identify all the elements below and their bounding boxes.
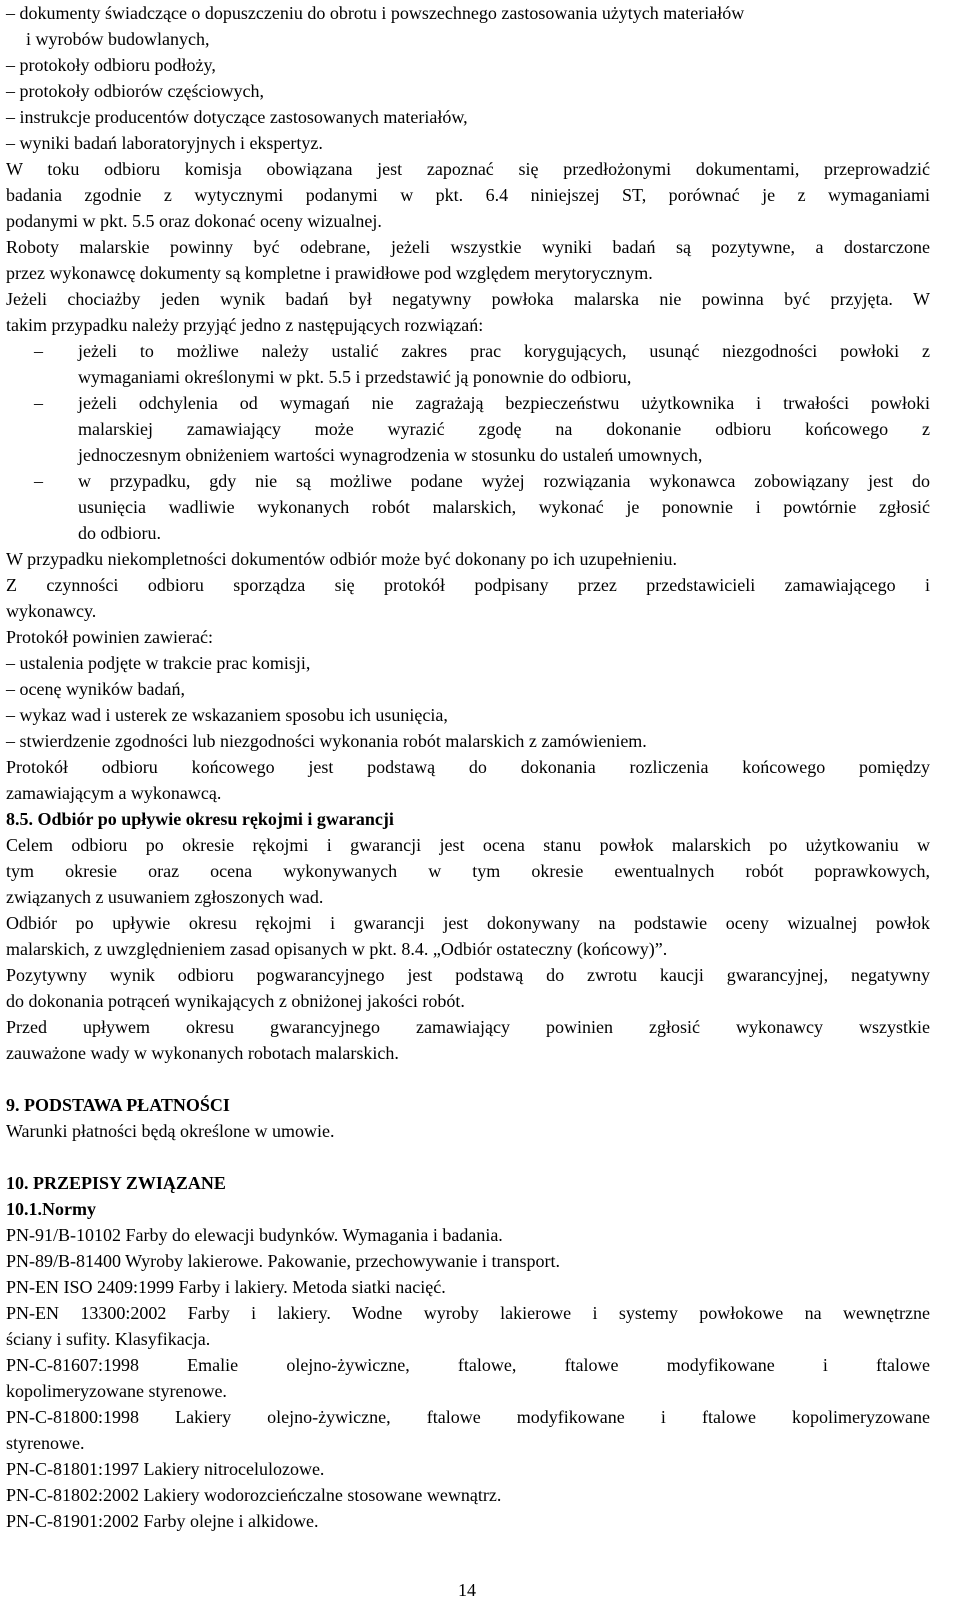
standard-line: styrenowe.: [6, 1433, 85, 1453]
bullet-continuation: jednoczesnym obniżeniem wartości wynagrodzenia w stosunku do ustaleń umownych,: [78, 445, 703, 465]
list-item: – protokoły odbiorów częściowych,: [6, 81, 264, 101]
paragraph-line: badania zgodnie z wytycznymi podanymi w pkt. 6.4 niniejszej ST, porównać je z wymaganiami: [6, 185, 930, 205]
paragraph-line: zamawiającym a wykonawcą.: [6, 783, 222, 803]
bullet-continuation: usunięcia wadliwie wykonanych robót malarskich, wykonać je ponownie i powtórnie zgłosić: [78, 497, 930, 517]
paragraph-line: malarskich, z uwzględnieniem zasad opisanych w pkt. 8.4. „Odbiór ostateczny (końcowy)”.: [6, 939, 668, 959]
list-item: – dokumenty świadczące o dopuszczeniu do obrotu i powszechnego zastosowania użytych materiałów: [6, 3, 745, 23]
list-item: – protokoły odbioru podłoży,: [6, 55, 216, 75]
standard-line: PN-EN 13300:2002 Farby i lakiery. Wodne wyroby lakierowe i systemy powłokowe na wewnętrzne: [6, 1303, 930, 1323]
bullet-continuation: do odbioru.: [78, 523, 161, 543]
section-heading: 8.5. Odbiór po upływie okresu rękojmi i gwarancji: [6, 809, 394, 829]
page-number: 14: [458, 1580, 476, 1600]
bullet-dash: –: [34, 393, 43, 413]
standard-line: PN-C-81802:2002 Lakiery wodorozcieńczalne stosowane wewnątrz.: [6, 1485, 502, 1505]
paragraph-line: Protokół odbioru końcowego jest podstawą do dokonania rozliczenia końcowego pomiędzy: [6, 757, 930, 777]
paragraph-line: Celem odbioru po okresie rękojmi i gwarancji jest ocena stanu powłok malarskich po użytkowaniu w: [6, 835, 930, 855]
spacer: [6, 1144, 930, 1170]
paragraph-line: do dokonania potrąceń wynikających z obniżonej jakości robót.: [6, 991, 465, 1011]
bullet-continuation: wymaganiami określonymi w pkt. 5.5 i przedstawić ją ponownie do odbioru,: [78, 367, 632, 387]
bullet-text: jeżeli odchylenia od wymagań nie zagrażają bezpieczeństwu użytkownika i trwałości powłoki: [78, 393, 930, 413]
bullet-item: [6, 338, 930, 364]
paragraph-line: W przypadku niekompletności dokumentów odbiór może być dokonany po ich uzupełnieniu.: [6, 549, 678, 569]
paragraph-line: takim przypadku należy przyjąć jedno z następujących rozwiązań:: [6, 315, 484, 335]
standard-line: PN-91/B-10102 Farby do elewacji budynków. Wymagania i badania.: [6, 1225, 503, 1245]
spacer: [6, 1066, 930, 1092]
bullet-continuation: malarskiej zamawiający może wyrazić zgodę na dokonanie odbioru końcowego z: [78, 419, 930, 439]
bullet-item: [6, 468, 930, 494]
bullet-item: [6, 390, 930, 416]
bullet-text: w przypadku, gdy nie są możliwe podane wyżej rozwiązania wykonawca zobowiązany jest do: [78, 471, 930, 491]
standard-line: PN-C-81901:2002 Farby olejne i alkidowe.: [6, 1511, 319, 1531]
paragraph-line: Odbiór po upływie okresu rękojmi i gwarancji jest dokonywany na podstawie oceny wizualnej powłok: [6, 913, 930, 933]
section-heading: 10. PRZEPISY ZWIĄZANE: [6, 1173, 226, 1193]
list-item-continuation: i wyrobów budowlanych,: [26, 29, 210, 49]
list-item: – instrukcje producentów dotyczące zastosowanych materiałów,: [6, 107, 468, 127]
paragraph-line: Roboty malarskie powinny być odebrane, jeżeli wszystkie wyniki badań są pozytywne, a dostarczone: [6, 237, 930, 257]
paragraph-line: wykonawcy.: [6, 601, 97, 621]
standard-line: kopolimeryzowane styrenowe.: [6, 1381, 227, 1401]
standard-line: PN-89/B-81400 Wyroby lakierowe. Pakowanie, przechowywanie i transport.: [6, 1251, 560, 1271]
paragraph-line: Przed upływem okresu gwarancyjnego zamawiający powinien zgłosić wykonawcy wszystkie: [6, 1017, 930, 1037]
paragraph-line: Pozytywny wynik odbioru pogwarancyjnego jest podstawą do zwrotu kaucji gwarancyjnej, negatywny: [6, 965, 930, 985]
standard-line: PN-C-81800:1998 Lakiery olejno-żywiczne, ftalowe modyfikowane i ftalowe kopolimeryzowane: [6, 1407, 930, 1427]
standard-line: PN-EN ISO 2409:1999 Farby i lakiery. Metoda siatki nacięć.: [6, 1277, 446, 1297]
paragraph-line: tym okresie oraz ocena wykonywanych w tym okresie ewentualnych robót poprawkowych,: [6, 861, 930, 881]
document-page: [6, 0, 930, 1534]
paragraph-line: Z czynności odbioru sporządza się protokół podpisany przez przedstawicieli zamawiającego i: [6, 575, 930, 595]
section-heading: 9. PODSTAWA PŁATNOŚCI: [6, 1095, 230, 1115]
standard-line: PN-C-81607:1998 Emalie olejno-żywiczne, ftalowe, ftalowe modyfikowane i ftalowe: [6, 1355, 930, 1375]
paragraph-line: Warunki płatności będą określone w umowie.: [6, 1121, 335, 1141]
paragraph-line: podanymi w pkt. 5.5 oraz dokonać oceny wizualnej.: [6, 211, 382, 231]
subsection-heading: 10.1.Normy: [6, 1199, 96, 1219]
paragraph-line: związanych z usuwaniem zgłoszonych wad.: [6, 887, 324, 907]
paragraph-line: przez wykonawcę dokumenty są kompletne i prawidłowe pod względem merytorycznym.: [6, 263, 653, 283]
bullet-text: jeżeli to możliwe należy ustalić zakres prac korygujących, usunąć niezgodności powłoki z: [78, 341, 930, 361]
list-item: – ocenę wyników badań,: [6, 679, 185, 699]
standard-line: PN-C-81801:1997 Lakiery nitrocelulozowe.: [6, 1459, 325, 1479]
paragraph-line: Protokół powinien zawierać:: [6, 627, 213, 647]
list-item: – stwierdzenie zgodności lub niezgodności wykonania robót malarskich z zamówieniem.: [6, 731, 647, 751]
paragraph-line: zauważone wady w wykonanych robotach malarskich.: [6, 1043, 399, 1063]
bullet-dash: –: [34, 341, 43, 361]
list-item: – wyniki badań laboratoryjnych i ekspertyz.: [6, 133, 323, 153]
paragraph-line: W toku odbioru komisja obowiązana jest zapoznać się przedłożonymi dokumentami, przeprowadzić: [6, 159, 930, 179]
list-item: – wykaz wad i usterek ze wskazaniem sposobu ich usunięcia,: [6, 705, 448, 725]
bullet-dash: –: [34, 471, 43, 491]
standard-line: ściany i sufity. Klasyfikacja.: [6, 1329, 211, 1349]
paragraph-line: Jeżeli chociażby jeden wynik badań był negatywny powłoka malarska nie powinna być przyjęta. W: [6, 289, 930, 309]
list-item: – ustalenia podjęte w trakcie prac komisji,: [6, 653, 311, 673]
